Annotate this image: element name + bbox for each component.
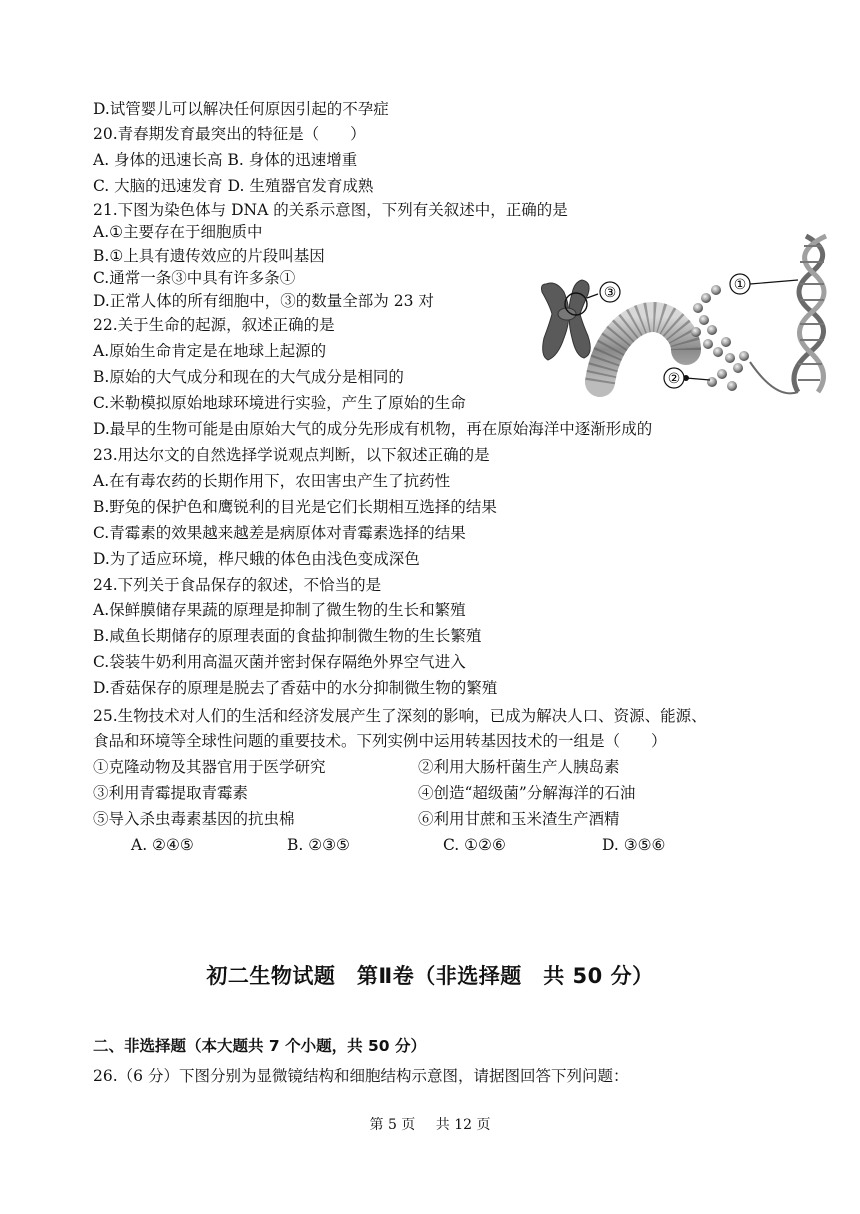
q22-option-a: A.原始生命肯定是在地球上起源的 <box>93 342 327 360</box>
section-heading: 二、非选择题（本大题共 7 个小题，共 50 分） <box>93 1037 426 1055</box>
q22-option-d: D.最早的生物可能是由原始大气的成分先形成有机物，再在原始海洋中逐渐形成的 <box>93 420 653 438</box>
q22-option-b: B.原始的大气成分和现在的大气成分是相同的 <box>93 368 404 386</box>
q25-item-4: ④创造“超级菌”分解海洋的石油 <box>418 784 636 802</box>
label-3: ③ <box>603 285 617 301</box>
q25-stem-line2: 食品和环境等全球性问题的重要技术。下列实例中运用转基因技术的一组是（ ） <box>93 732 667 750</box>
q24-option-b: B.咸鱼长期储存的原理表面的食盐抑制微生物的生长繁殖 <box>93 627 482 645</box>
label-2: ② <box>667 371 681 387</box>
q25-option-a: A. ②④⑤ <box>131 836 194 854</box>
q21-option-b: B.①上具有遗传效应的片段叫基因 <box>93 247 325 265</box>
q25-item-3: ③利用青霉提取青霉素 <box>93 784 249 802</box>
q24-option-d: D.香菇保存的原理是脱去了香菇中的水分抑制微生物的繁殖 <box>93 679 498 697</box>
label-1: ① <box>733 277 747 293</box>
q22-option-c: C.米勒模拟原始地球环境进行实验，产生了原始的生命 <box>93 394 466 412</box>
q23-option-b: B.野兔的保护色和鹰锐利的目光是它们长期相互选择的结果 <box>93 498 497 516</box>
q26-stem: 26.（6 分）下图分别为显微镜结构和细胞结构示意图，请据图回答下列问题： <box>93 1067 629 1085</box>
page-total: 共 12 页 <box>435 1117 491 1133</box>
q21-option-c: C.通常一条③中具有许多条① <box>93 269 296 287</box>
q25-option-c: C. ①②⑥ <box>443 836 506 854</box>
nucleosome-beads <box>691 285 749 391</box>
q23-option-d: D.为了适应环境，桦尺蛾的体色由浅色变成深色 <box>93 550 420 568</box>
q25-option-d: D. ③⑤⑥ <box>602 836 666 854</box>
dna-double-helix <box>750 236 826 393</box>
q24-option-c: C.袋装牛奶利用高温灭菌并密封保存隔绝外界空气进入 <box>93 653 466 671</box>
page-footer <box>0 1114 860 1134</box>
q25-stem-line1: 25.生物技术对人们的生活和经济发展产生了深刻的影响，已成为解决人口、资源、能源、 <box>93 707 707 725</box>
q20-options-ab: A. 身体的迅速长高 B. 身体的迅速增重 <box>93 151 358 169</box>
q25-option-b: B. ②③⑤ <box>287 836 350 854</box>
q25-item-2: ②利用大肠杆菌生产人胰岛素 <box>418 758 620 776</box>
chromosome-shape <box>542 280 591 360</box>
q21-option-a: A.①主要存在于细胞质中 <box>93 223 263 241</box>
q21-stem: 21.下图为染色体与 DNA 的关系示意图，下列有关叙述中，正确的是 <box>93 201 568 219</box>
q25-item-5: ⑤导入杀虫毒素基因的抗虫棉 <box>93 810 295 828</box>
q21-option-d: D.正常人体的所有细胞中，③的数量全部为 23 对 <box>93 292 434 310</box>
q23-stem: 23.用达尔文的自然选择学说观点判断，以下叙述正确的是 <box>93 446 490 464</box>
page-number: 第 5 页 <box>369 1117 416 1133</box>
q20-options-cd: C. 大脑的迅速发育 D. 生殖器官发育成熟 <box>93 177 374 195</box>
q22-stem: 22.关于生命的起源，叙述正确的是 <box>93 316 335 334</box>
q25-item-1: ①克隆动物及其器官用于医学研究 <box>93 758 326 776</box>
q24-option-a: A.保鲜膜储存果蔬的原理是抑制了微生物的生长和繁殖 <box>93 601 466 619</box>
q25-item-6: ⑥利用甘蔗和玉米渣生产酒精 <box>418 810 620 828</box>
part2-title: 初二生物试题 第Ⅱ卷（非选择题 共 50 分） <box>206 964 654 988</box>
chromosome-dna-figure <box>536 232 836 402</box>
q23-option-c: C.青霉素的效果越来越差是病原体对青霉素选择的结果 <box>93 524 466 542</box>
q19-option-d: D.试管婴儿可以解决任何原因引起的不孕症 <box>93 100 389 118</box>
q24-stem: 24.下列关于食品保存的叙述，不恰当的是 <box>93 576 382 594</box>
q20-stem: 20.青春期发育最突出的特征是（ ） <box>93 125 366 143</box>
q23-option-a: A.在有毒农药的长期作用下，农田害虫产生了抗药性 <box>93 472 451 490</box>
